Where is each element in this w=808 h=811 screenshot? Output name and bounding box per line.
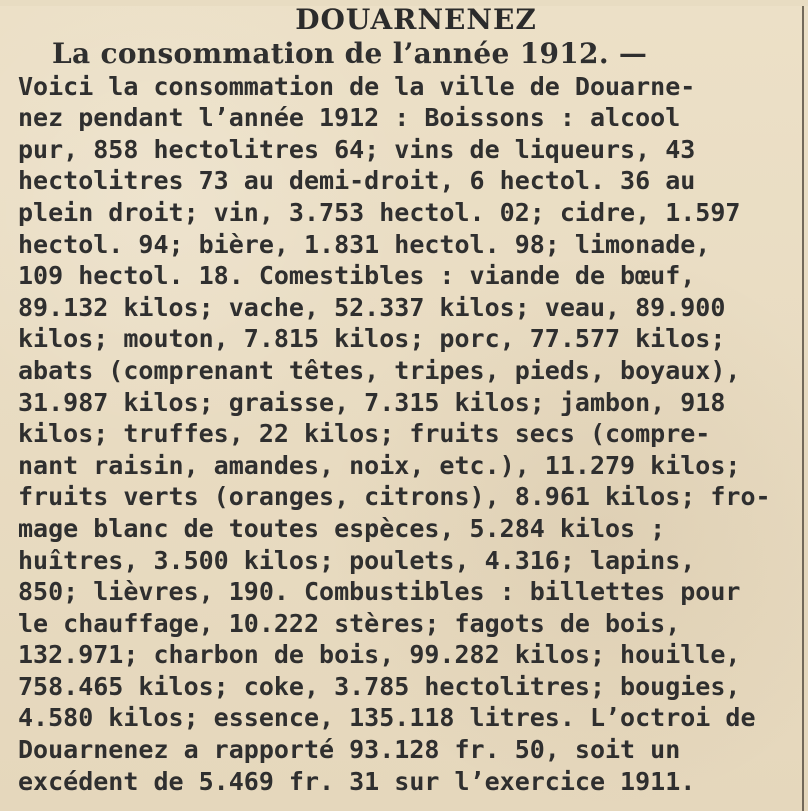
article-line: nant raisin, amandes, noix, etc.), 11.279 kilos; bbox=[18, 450, 741, 480]
article-lead-line bbox=[18, 38, 790, 71]
article bbox=[18, 3, 790, 797]
article-lead: La consommation de l’année 1912. — bbox=[52, 38, 648, 70]
article-line: abats (comprenant têtes, tripes, pieds, boyaux), bbox=[18, 355, 741, 385]
article-line: le chauffage, 10.222 stères; fagots de bois, bbox=[18, 608, 681, 638]
article-line: hectol. 94; bière, 1.831 hectol. 98; limonade, bbox=[18, 229, 711, 259]
headline-text: DOUARNENEZ bbox=[295, 3, 537, 36]
article-line: huîtres, 3.500 kilos; poulets, 4.316; lapins, bbox=[18, 545, 696, 575]
article-line: kilos; mouton, 7.815 kilos; porc, 77.577 kilos; bbox=[18, 324, 726, 354]
article-line: plein droit; vin, 3.753 hectol. 02; cidre, 1.597 bbox=[18, 197, 741, 227]
article-line: 31.987 kilos; graisse, 7.315 kilos; jambon, 918 bbox=[18, 387, 726, 417]
article-body bbox=[18, 38, 790, 797]
article-line: 109 hectol. 18. Comestibles : viande de bœuf, bbox=[18, 261, 696, 291]
article-line: 4.580 kilos; essence, 135.118 litres. L’octroi de bbox=[18, 703, 756, 733]
article-line: 758.465 kilos; coke, 3.785 hectolitres; bougies, bbox=[18, 671, 741, 701]
article-line: 132.971; charbon de bois, 99.282 kilos; houille, bbox=[18, 640, 741, 670]
article-line: nez pendant l’année 1912 : Boissons : alcool bbox=[18, 103, 681, 133]
article-line: 89.132 kilos; vache, 52.337 kilos; veau, 89.900 bbox=[18, 292, 726, 322]
article-line: Douarnenez a rapporté 93.128 fr. 50, soit un bbox=[18, 735, 681, 765]
article-line: kilos; truffes, 22 kilos; fruits secs (compre- bbox=[18, 419, 711, 449]
article-line: excédent de 5.469 fr. 31 sur l’exercice 1911. bbox=[18, 766, 696, 796]
article-line: 850; lièvres, 190. Combustibles : billettes pour bbox=[18, 577, 741, 607]
article-line: mage blanc de toutes espèces, 5.284 kilos ; bbox=[18, 513, 666, 543]
article-line: Voici la consommation de la ville de Douarne- bbox=[18, 71, 696, 101]
newspaper-page bbox=[0, 3, 808, 811]
article-line: pur, 858 hectolitres 64; vins de liqueurs, 43 bbox=[18, 134, 696, 164]
column-rule bbox=[802, 6, 804, 811]
article-headline bbox=[18, 3, 790, 36]
article-line: hectolitres 73 au demi-droit, 6 hectol. 36 au bbox=[18, 166, 696, 196]
article-line: fruits verts (oranges, citrons), 8.961 kilos; fro- bbox=[18, 482, 771, 512]
